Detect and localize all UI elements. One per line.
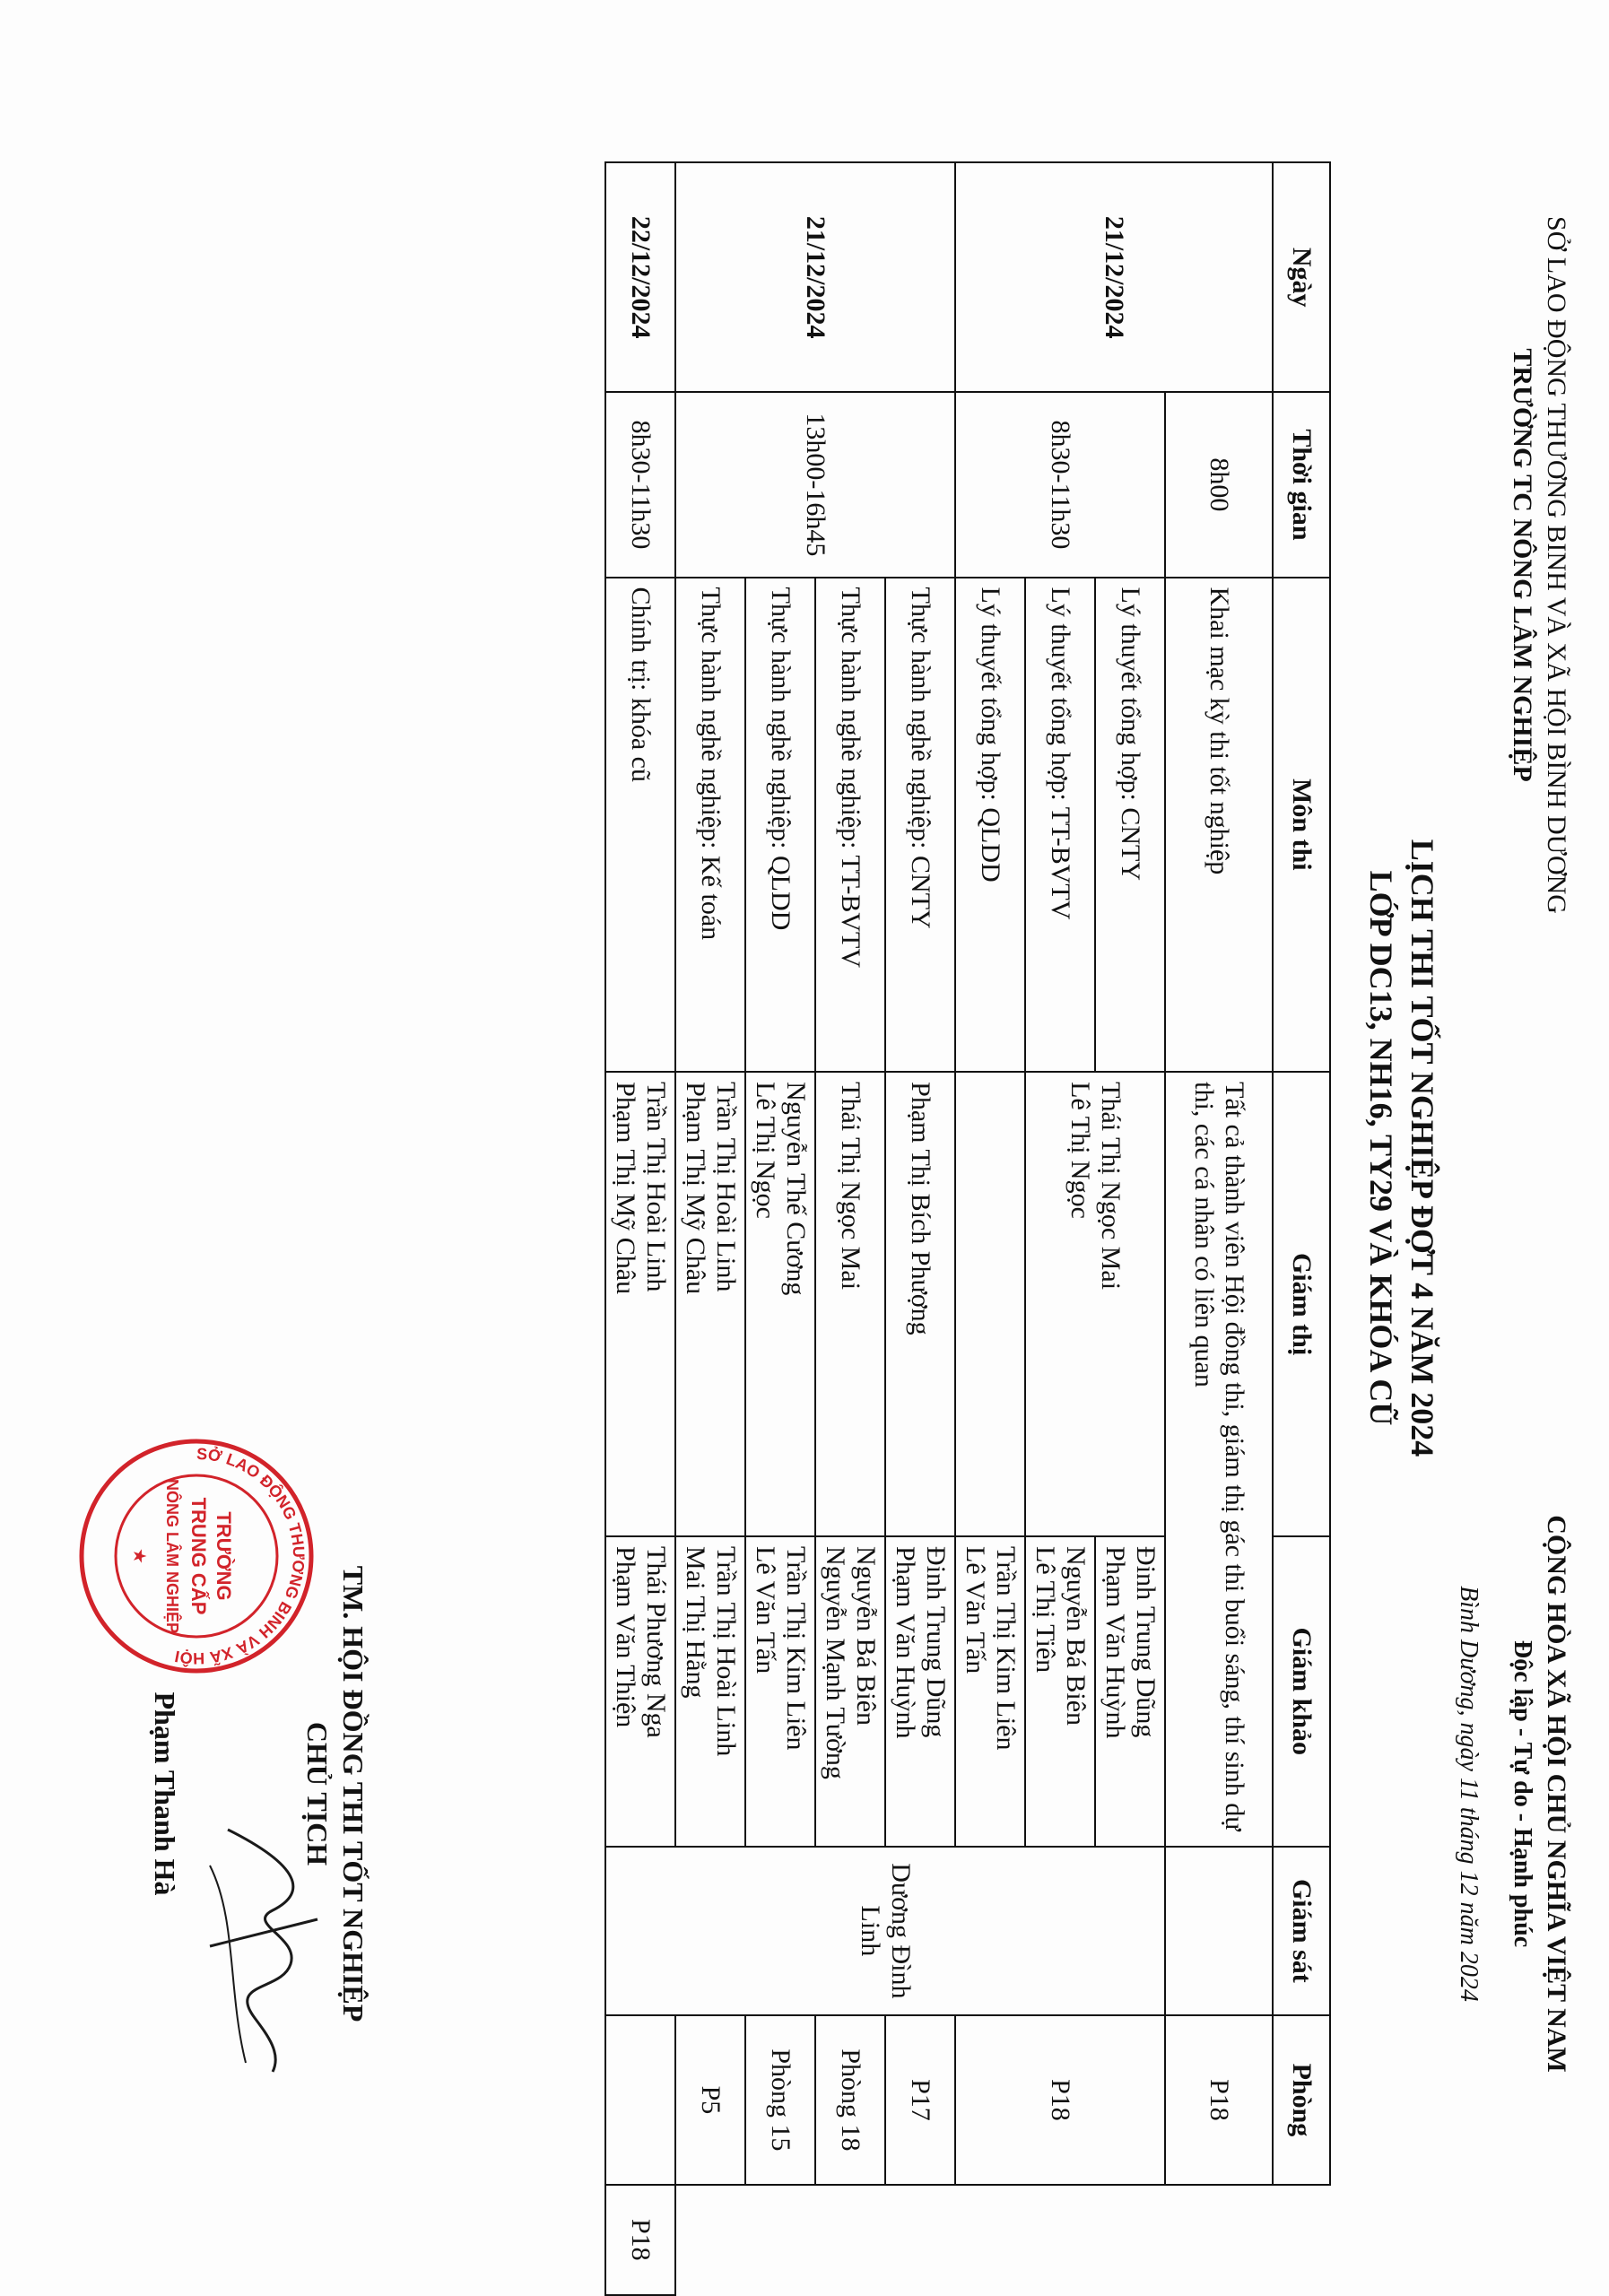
cell-date: 21/12/2024 [955,162,1273,392]
exam-schedule-table [604,161,1331,2296]
seal-line-2: TRUNG CẤP [187,1497,210,1615]
examiner-name: Trần Thị Kim Liên [991,1546,1021,1751]
cell-room: P18 [605,2185,675,2295]
cell-subject: Khai mạc kỳ thi tốt nghiệp [1165,578,1273,1073]
cell-supervisor [605,2015,675,2184]
seal-line-3: NÔNG LÂM NGHIỆP [163,1478,181,1634]
examiner-name: Nguyễn Bá Biên [851,1546,881,1726]
chairman-name: Phạm Thanh Hà [149,1692,181,1896]
cell-subject: Thực hành nghề nghiệp: CNTY [885,578,955,1073]
cell-invigilator [745,1072,815,1536]
cell-invigilator: Phạm Thị Bích Phượng [885,1072,955,1536]
header-examiner: Giám khảo [1273,1536,1330,1846]
invigilator-name: Nguyễn Thế Cương [781,1082,811,1296]
header-subject: Môn thi [1273,578,1330,1073]
cell-room: Phòng 15 [745,2015,815,2184]
examiner-name: Phạm Văn Thiện [611,1546,640,1728]
examiner-name: Nguyễn Bá Biên [1061,1546,1091,1726]
issuer-header [1505,117,1573,1013]
official-seal-icon [75,1435,317,1677]
cell-supervisor [1165,1847,1273,2016]
examiner-name: Đinh Trung Dũng [1131,1546,1161,1738]
examiner-name: Đinh Trung Dũng [921,1546,951,1738]
cell-invigilator [955,1072,1025,1536]
handwritten-signature-icon [192,1812,335,2081]
issuer-school: TRƯỜNG TC NÔNG LÂM NGHIỆP [1508,348,1537,782]
cell-examiner [885,1536,955,1846]
invigilator-name: Trần Thị Hoài Linh [711,1082,741,1292]
cell-supervisor: Dương Đình Linh [605,1847,1165,2016]
invigilator-name: Phạm Thị Mỹ Châu [681,1082,710,1295]
examiner-name: Trần Thị Kim Liên [781,1546,811,1751]
national-title: CỘNG HÒA XÃ HỘI CHỦ NGHĨA VIỆT NAM [1542,1515,1571,2073]
invigilator-name: Lê Thị Ngọc [1065,1082,1095,1219]
table-row [1095,162,1165,2295]
council-title: TM. HỘI ĐỒNG THI TỐT NGHIỆP [337,1565,370,2022]
cell-examiner [955,1536,1025,1846]
cell-invigilator: Tất cả thành viên Hội đồng thi, giám thị gác thi buổi sáng, thí sinh dự thi, các cá nhân có liên quan [1165,1072,1273,1846]
invigilator-name: Trần Thị Hoài Linh [641,1082,671,1292]
cell-date: 21/12/2024 [675,162,955,392]
national-motto: Độc lập - Tự do - Hạnh phúc [1509,1639,1536,1948]
cell-subject: Thực hành nghề nghiệp: TT-BVTV [815,578,885,1073]
cell-examiner [745,1536,815,1846]
cell-time: 8h00 [1165,392,1273,577]
cell-room: P18 [1165,2015,1273,2184]
document-date: Bình Dương, ngày 11 tháng 12 năm 2024 [1455,1586,1483,2002]
cell-room: P18 [955,2015,1165,2184]
cell-subject: Chính trị: khóa cũ [605,578,675,1073]
document-title [1361,0,1443,2296]
seal-line-1: TRƯỜNG [213,1511,235,1601]
seal-star-icon: ★ [129,1548,151,1564]
examiner-name: Phạm Văn Huỳnh [891,1546,920,1739]
cell-subject: Lý thuyết tổng hợp: QLDD [955,578,1025,1073]
cell-subject: Thực hành nghề nghiệp: QLDD [745,578,815,1073]
header-room: Phòng [1273,2015,1330,2184]
cell-subject: Lý thuyết tổng hợp: CNTY [1095,578,1165,1073]
header-date: Ngày [1273,162,1330,392]
issuer-department: SỞ LAO ĐỘNG THƯƠNG BINH VÀ XÃ HỘI BÌNH DƯƠNG [1542,216,1571,914]
examiner-name: Phạm Văn Huỳnh [1100,1546,1130,1739]
header-time: Thời gian [1273,392,1330,577]
examiner-name: Mai Thị Hằng [681,1546,710,1699]
examiner-name: Nguyễn Mạnh Tường [821,1546,850,1779]
examiner-name: Lê Văn Tấn [751,1546,780,1674]
chairman-title: CHỦ TỊCH [301,1721,334,1866]
cell-invigilator [1025,1072,1165,1536]
cell-time: 13h00-16h45 [675,392,955,577]
cell-room: Phòng 18 [815,2015,885,2184]
seal-outer-path-text: SỞ LAO ĐỘNG THƯƠNG BINH VÀ XÃ HỘI [173,1444,309,1668]
cell-examiner [1025,1536,1095,1846]
table-row [1165,162,1273,2295]
cell-examiner [815,1536,885,1846]
invigilator-name: Lê Thị Ngọc [751,1082,780,1219]
cell-time: 8h30-11h30 [955,392,1165,577]
examiner-name: Lê Văn Tấn [961,1546,990,1674]
examiner-name: Thái Phương Nga [641,1546,671,1738]
cell-room: P17 [885,2015,955,2184]
cell-subject: Lý thuyết tổng hợp: TT-BVTV [1025,578,1095,1073]
header-supervisor: Giám sát [1273,1847,1330,2016]
cell-examiner [605,1536,675,1846]
title-line-1: LỊCH THI TỐT NGHIỆP ĐỢT 4 NĂM 2024 [1405,839,1440,1457]
invigilator-name: Thái Thị Ngọc Mai [1096,1082,1126,1291]
cell-examiner [675,1536,745,1846]
examiner-name: Trần Thị Hoài Linh [711,1546,741,1757]
cell-invigilator [675,1072,745,1536]
header-invigilator: Giám thị [1273,1072,1330,1536]
cell-invigilator: Thái Thị Ngọc Mai [815,1072,885,1536]
examiner-name: Lê Thị Tiên [1031,1546,1060,1674]
cell-subject: Thực hành nghề nghiệp: Kế toán [675,578,745,1073]
title-line-2: LỚP DC13, NH16, TY29 VÀ KHÓA CŨ [1363,870,1399,1426]
cell-examiner [1095,1536,1165,1846]
cell-invigilator [605,1072,675,1536]
national-header [1451,1417,1573,2170]
cell-date: 22/12/2024 [605,162,675,392]
invigilator-name: Phạm Thị Mỹ Châu [611,1082,640,1295]
cell-time: 8h30-11h30 [605,392,675,577]
table-header-row [1273,162,1330,2295]
cell-room: P5 [675,2015,745,2184]
